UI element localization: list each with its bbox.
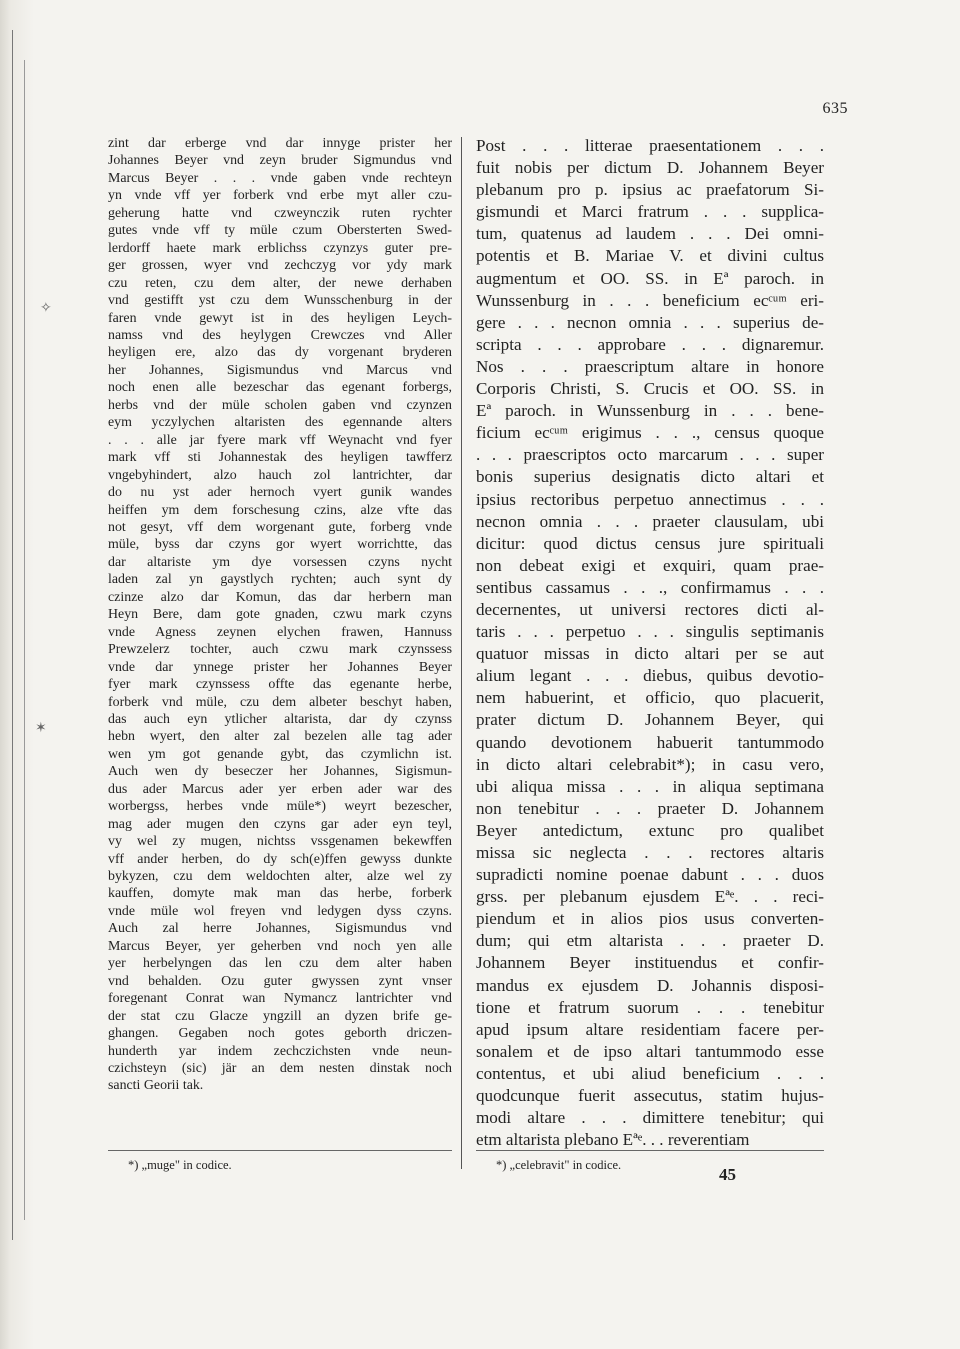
text-line: prater dictum D. Johannem Beyer, qui bbox=[476, 710, 824, 730]
text-line: ficium ecᶜᵘᵐ erigimus . . ., census quoque bbox=[476, 423, 824, 443]
text-line: scripta . . . approbare . . . dignaremur. bbox=[476, 334, 824, 354]
text-line: kauffen, domyte mak man das herbe, forberk bbox=[108, 886, 452, 902]
text-line: geherung hatte vnd czweynczik ruten rychter bbox=[108, 205, 452, 221]
text-line: eym yczylychen altaristen des egennande alters bbox=[108, 415, 452, 431]
text-line: dus ader Marcus ader yer erben ader war des bbox=[108, 781, 452, 797]
text-line: yn vnde vff yer forberk vnd erbe myt aller czu- bbox=[108, 188, 452, 204]
text-line: mag ader mugen den czyns gar ader eyn teyl, bbox=[108, 816, 452, 832]
text-line: fyer mark czynssess offte das egenante herbe, bbox=[108, 677, 452, 693]
text-line: faren vnde gewyt ist in des heyligen Leych- bbox=[108, 310, 452, 326]
text-line: dum; qui etm altarista . . . praeter D. bbox=[476, 931, 824, 951]
text-line: vnde Agness zeynen elychen frawen, Hannuss bbox=[108, 624, 452, 640]
column-divider bbox=[461, 137, 462, 1169]
text-line: . . . alle jar fyere mark vff Weynacht vnd fyer bbox=[108, 432, 452, 448]
text-line: non debeat exigi et exquiri, quam prae- bbox=[476, 555, 824, 575]
text-line: Heyn Bere, dam gote gnaden, czwu mark czyns bbox=[108, 607, 452, 623]
text-line: not gesyt, vff dem worgenant gute, forberg vnde bbox=[108, 519, 452, 535]
text-line: heyligen ere, alzo das dy vorgenant bryderen bbox=[108, 345, 452, 361]
text-line: Marcus Beyer . . . vnde gaben vnde rechteyn bbox=[108, 170, 452, 186]
text-line: nem habuerint, et officio, quo placuerit, bbox=[476, 688, 824, 708]
text-line: Post . . . litterae praesentationem . . . bbox=[476, 136, 824, 155]
text-line: herbs vnd der müle scholen gaben vnd czynzen bbox=[108, 397, 452, 413]
text-line: tione et fratrum suorum . . . tenebitur bbox=[476, 997, 824, 1017]
binding-line-inner bbox=[24, 60, 25, 1220]
footnote-left: *) „muge" in codice. bbox=[128, 1158, 232, 1172]
page-edge bbox=[0, 0, 34, 1349]
text-line: potentis et B. Mariae V. et divini cultus bbox=[476, 246, 824, 266]
text-line: do nu yst ader hernoch vyert gunik wandes bbox=[108, 485, 452, 501]
text-line: sentibus cassamus . . ., confirmamus . . . bbox=[476, 577, 824, 597]
text-line: wen ym got genande gybt, das czymlichn ist. bbox=[108, 746, 452, 762]
text-line: plebanum pro p. ipsius ac praefatorum Si- bbox=[476, 180, 824, 200]
text-line: gismundi et Marci fratrum . . . supplica- bbox=[476, 202, 824, 222]
text-line: vngebyhindert, alzo hauch zol lantrichter, dar bbox=[108, 467, 452, 483]
text-line: dar altariste ym dye vorsessen czyns nycht bbox=[108, 554, 452, 570]
text-line: alium legant . . . diebus, quibus devotio- bbox=[476, 666, 824, 686]
text-line: yer herbelyngen das len czu dem alter haben bbox=[108, 956, 452, 972]
text-line: Marcus Beyer, yer geherben vnd noch yen alle bbox=[108, 938, 452, 954]
footnote-rule-right bbox=[476, 1150, 824, 1151]
text-line: heiffen ym dem forschesung czins, alze vfte das bbox=[108, 502, 452, 518]
margin-speck: ✧ bbox=[40, 301, 52, 316]
text-line: mark vff sti Johannestak des heyligen tawfferz bbox=[108, 450, 452, 466]
text-line: vnd behalden. Ozu guter gwyssen zynt vnser bbox=[108, 973, 452, 989]
text-line: vnd gestifft yst czu dem Wunsschenburg in der bbox=[108, 293, 452, 309]
text-line: quatuor missas in dicto altari per se aut bbox=[476, 644, 824, 664]
text-line: non tenebitur . . . praeter D. Johannem bbox=[476, 798, 824, 818]
text-line: vff ander herben, do dy sch(e)ffen gewyss dunkte bbox=[108, 851, 452, 867]
text-line: vnde dar ynnege prister her Johannes Beyer bbox=[108, 659, 452, 675]
text-line: quodcunque fuerit assecutus, statim hujus- bbox=[476, 1086, 824, 1106]
text-line: der stat czu Glacze yngzill an dyzen brife ge- bbox=[108, 1008, 452, 1024]
page-number: 635 bbox=[822, 100, 848, 117]
text-line: Auch wen dy beseczer her Johannes, Sigismun- bbox=[108, 764, 452, 780]
text-line: piendum et in alios pios usus converten- bbox=[476, 909, 824, 929]
text-line: foregenant Conrat wan Nymancz lantrichter vnd bbox=[108, 991, 452, 1007]
text-line: apud ipsum altare residentiam facere per- bbox=[476, 1019, 824, 1039]
text-line: Wunssenburg in . . . beneficium ecᶜᵘᵐ eri- bbox=[476, 290, 824, 310]
text-line: noch enen alle bezeschar das egenant forbergs, bbox=[108, 380, 452, 396]
text-line: das auch eyn ytlicher altarista, dar dy czynss bbox=[108, 711, 452, 727]
text-line: bonis superius designatis dicto altari et bbox=[476, 467, 824, 487]
text-line: sonalem et de ipso altari tantummodo esse bbox=[476, 1041, 824, 1061]
binding-line bbox=[12, 30, 13, 1240]
text-line: müle, byss dar czyns gor wyert worrichtte, das bbox=[108, 537, 452, 553]
text-line: in dicto altari celebrabit*); in casu vero, bbox=[476, 754, 824, 774]
text-line: Johannes Beyer vnd zeyn bruder Sigmundus vnd bbox=[108, 153, 452, 169]
text-line: bykyzen, czu dem weldochten alter, alze wel zy bbox=[108, 869, 452, 885]
text-line: Corporis Christi, S. Crucis et OO. SS. in bbox=[476, 379, 824, 399]
text-line: . . . praescriptos octo marcarum . . . super bbox=[476, 445, 824, 465]
text-line: namss vnd des heylygen Crewczes vnd Aller bbox=[108, 327, 452, 343]
right-column-text bbox=[476, 135, 824, 1151]
text-line: modi altare . . . dimittere tenebitur; qui bbox=[476, 1108, 824, 1128]
text-line: ger grossen, wyer vnd zechczyg vor ydy mark bbox=[108, 258, 452, 274]
text-line: Auch zal herre Johannes, Sigismundus vnd bbox=[108, 921, 452, 937]
text-line: missa sic neglecta . . . rectores altaris bbox=[476, 843, 824, 862]
text-line: quando devotionem habuerit tantummodo bbox=[476, 732, 824, 752]
text-line: fuit nobis per dictum D. Johannem Beyer bbox=[476, 158, 824, 178]
text-line: Prewzelerz tochter, auch czwu mark czynssess bbox=[108, 642, 452, 658]
text-line: tum, quatenus ad laudem . . . Dei omni- bbox=[476, 224, 824, 244]
text-line: supradicti nomine poenae dabunt . . . duos bbox=[476, 865, 824, 885]
text-line: worbergss, herbes vnde müle*) weyrt bezescher, bbox=[108, 799, 452, 815]
text-line: czu reten, czu dem alter, der newe derhaben bbox=[108, 275, 452, 291]
footnote-rule-left bbox=[108, 1150, 452, 1151]
text-line: her Johannes, Sigismundus vnd Marcus vnd bbox=[108, 362, 452, 378]
text-line: mandus ex ejusdem D. Johannis disposi- bbox=[476, 975, 824, 995]
text-line: contentus, et ubi aliud beneficium . . . bbox=[476, 1063, 824, 1083]
text-line: necnon omnia . . . praeter clausulam, ubi bbox=[476, 511, 824, 531]
text-line: laden zal yn gaystlych rychten; auch synt dy bbox=[108, 572, 452, 588]
text-line: Beyer antedictum, extunc pro qualibet bbox=[476, 820, 824, 840]
text-line: augmentum et OO. SS. in Eª paroch. in bbox=[476, 268, 824, 288]
text-line: Johannem Beyer instituendus et confir- bbox=[476, 953, 824, 973]
left-column-text bbox=[108, 135, 452, 1095]
text-line: czinze alzo dar Komun, das dar herbern man bbox=[108, 589, 452, 605]
text-line: zint dar erberge vnd dar innyge prister her bbox=[108, 136, 452, 151]
text-line: taris . . . perpetuo . . . singulis septimanis bbox=[476, 622, 824, 642]
text-line: hunderth yar indem zechczichsten vnde neun- bbox=[108, 1043, 452, 1059]
text-line: gere . . . necnon omnia . . . superius de- bbox=[476, 312, 824, 332]
text-line: ipsius rectoribus perpetuo annectimus . . . bbox=[476, 489, 824, 509]
footnote-right: *) „celebravit" in codice. bbox=[496, 1158, 622, 1172]
margin-speck: ✶ bbox=[35, 721, 47, 736]
text-line: dicitur: quod dictus census jure spirituali bbox=[476, 533, 824, 553]
text-line: forberk vnd müle, czu dem albeter beschyt haben, bbox=[108, 694, 452, 710]
text-line: gutes vnde vff ty müle czum Obersterten Swed- bbox=[108, 223, 452, 239]
text-line: ghangen. Gegaben noch gotes geborth driczen- bbox=[108, 1026, 452, 1042]
text-line: lerdorff haete mark erblichss czynzys guter pre- bbox=[108, 240, 452, 256]
text-line: Eª paroch. in Wunssenburg in . . . bene- bbox=[476, 401, 824, 421]
text-line: grss. per plebanum ejusdem Eªᵉ. . . reci- bbox=[476, 887, 824, 907]
signature-mark: 45 bbox=[719, 1165, 736, 1184]
text-line: decernentes, ut universi rectores dicti al- bbox=[476, 599, 824, 619]
text-line: czichsteyn (sic) jär an dem nesten dinstak noch bbox=[108, 1061, 452, 1077]
text-line: etm altarista plebano Eªᵉ. . . reverentiam bbox=[476, 1130, 750, 1150]
text-line: vy wel zy mugen, nichtss vssgenamen bekewffen bbox=[108, 834, 452, 850]
text-line: ubi aliqua missa . . . in aliqua septimana bbox=[476, 776, 824, 796]
text-line: vnde müle wol freyen vnd ledygen dyss czyns. bbox=[108, 903, 452, 919]
text-line: hebn wyert, den alter zal bezelen alle tag ader bbox=[108, 729, 452, 745]
text-line: Nos . . . praescriptum altare in honore bbox=[476, 356, 824, 376]
text-line: sancti Georii tak. bbox=[108, 1078, 204, 1094]
